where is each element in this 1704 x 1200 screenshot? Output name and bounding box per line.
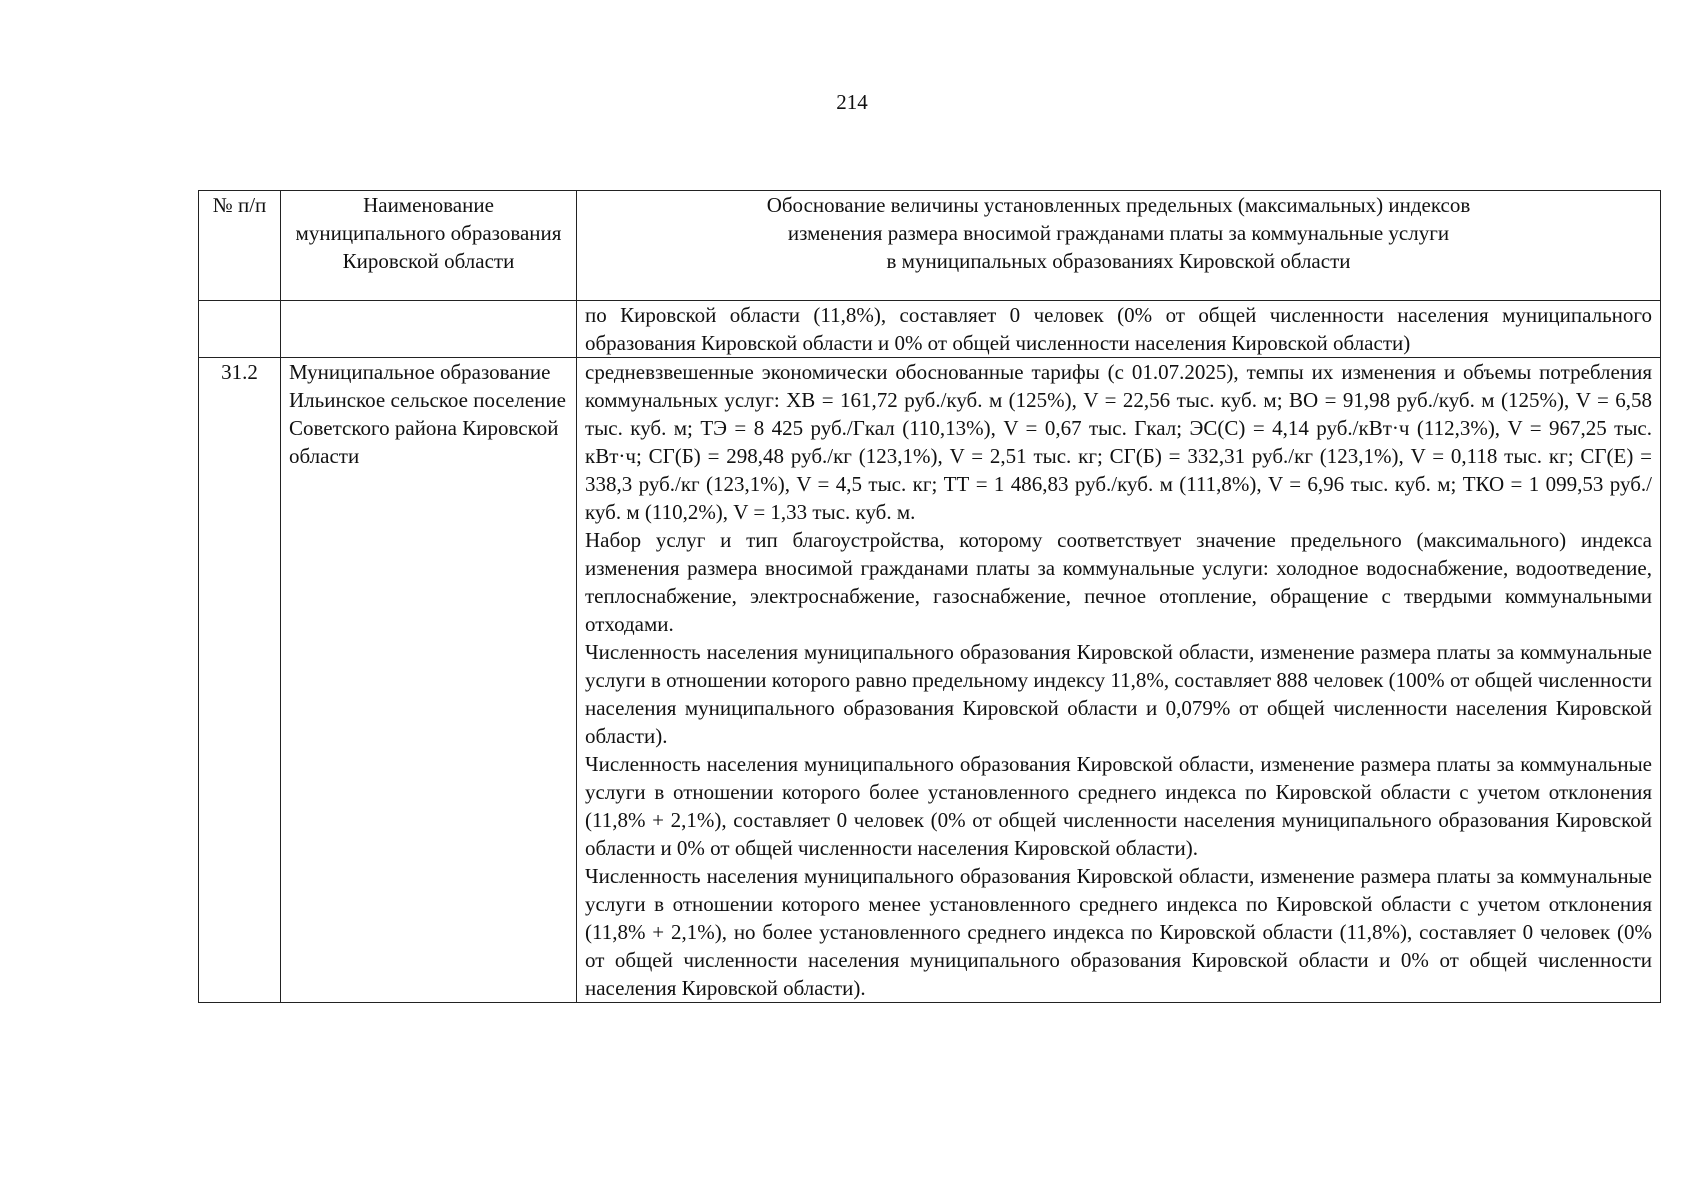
row-justification — [577, 301, 1661, 358]
page-number: 214 — [836, 90, 868, 114]
index-justification-table — [198, 190, 1661, 1003]
justification-paragraph: Набор услуг и тип благоустройства, которому соответствует значение предельного (максимального) индекса изменения размера вносимой гражданами платы за коммунальные услуги: холодное водоснабжение, водоотведение, теплоснабжение, электроснабжение, газоснабжение, печное отопление, обращение с твердыми коммунальными отходами. — [585, 528, 1652, 636]
header-municipality-name: Наименование муниципального образования Кировской области — [281, 191, 577, 301]
row-municipality-name — [281, 301, 577, 358]
row-number: 31.2 — [199, 358, 281, 1003]
table-header-row — [199, 191, 1661, 301]
table-row — [199, 301, 1661, 358]
table-row — [199, 358, 1661, 1003]
header-number: № п/п — [199, 191, 281, 301]
header-justification-line: Обоснование величины установленных предельных (максимальных) индексов — [766, 193, 1471, 217]
justification-paragraph: по Кировской области (11,8%), составляет 0 человек (0% от общей численности населения муниципального образования Кировской области и 0% от общей численности населения Кировской области) — [585, 303, 1652, 355]
justification-paragraph: Численность населения муниципального образования Кировской области, изменение размера платы за коммунальные услуги в отношении которого более установленного среднего индекса по Кировской области с учетом отклонения (11,8% + 2,1%), составляет 0 человек (0% от общей численности населения муниципального образования Кировской области и 0% от общей численности населения Кировской области). — [585, 752, 1652, 860]
justification-paragraph: Численность населения муниципального образования Кировской области, изменение размера платы за коммунальные услуги в отношении которого менее установленного среднего индекса по Кировской области с учетом отклонения (11,8% + 2,1%), но более установленного среднего индекса по Кировской области (11,8%), составляет 0 человек (0% от общей численности населения муниципального образования Кировской области и 0% от общей численности населения Кировской области). — [585, 864, 1652, 1000]
header-justification — [577, 191, 1661, 301]
justification-paragraph: Численность населения муниципального образования Кировской области, изменение размера платы за коммунальные услуги в отношении которого равно предельному индексу 11,8%, составляет 888 человек (100% от общей численности населения муниципального образования Кировской области и 0,079% от общей численности населения Кировской области). — [585, 640, 1652, 748]
header-justification-line: изменения размера вносимой гражданами платы за коммунальные услуги — [787, 221, 1450, 245]
row-municipality-name: Муниципальное образование Ильинское сельское поселение Советского района Кировской области — [281, 358, 577, 1003]
header-justification-line: в муниципальных образованиях Кировской области — [886, 249, 1351, 273]
row-number — [199, 301, 281, 358]
justification-paragraph: средневзвешенные экономически обоснованные тарифы (с 01.07.2025), темпы их изменения и объемы потребления коммунальных услуг: ХВ = 161,72 руб./куб. м (125%), V = 22,56 тыс. куб. м; ВО = 91,98 руб./куб. м (125%), V = 6,58 тыс. куб. м; ТЭ = 8 425 руб./Гкал (110,13%), V = 0,67 тыс. Гкал; ЭС(С) = 4,14 руб./кВт·ч (112,3%), V = 967,25 тыс. кВт·ч; СГ(Б) = 298,48 руб./кг (123,1%), V = 2,51 тыс. кг; СГ(Б) = 332,31 руб./кг (123,1%), V = 0,118 тыс. кг; СГ(Е) = 338,3 руб./кг (123,1%), V = 4,5 тыс. кг; ТТ = 1 486,83 руб./куб. м (111,8%), V = 6,96 тыс. куб. м; ТКО = 1 099,53 руб./куб. м (110,2%), V = 1,33 тыс. куб. м. — [585, 360, 1652, 524]
row-justification — [577, 358, 1661, 1003]
